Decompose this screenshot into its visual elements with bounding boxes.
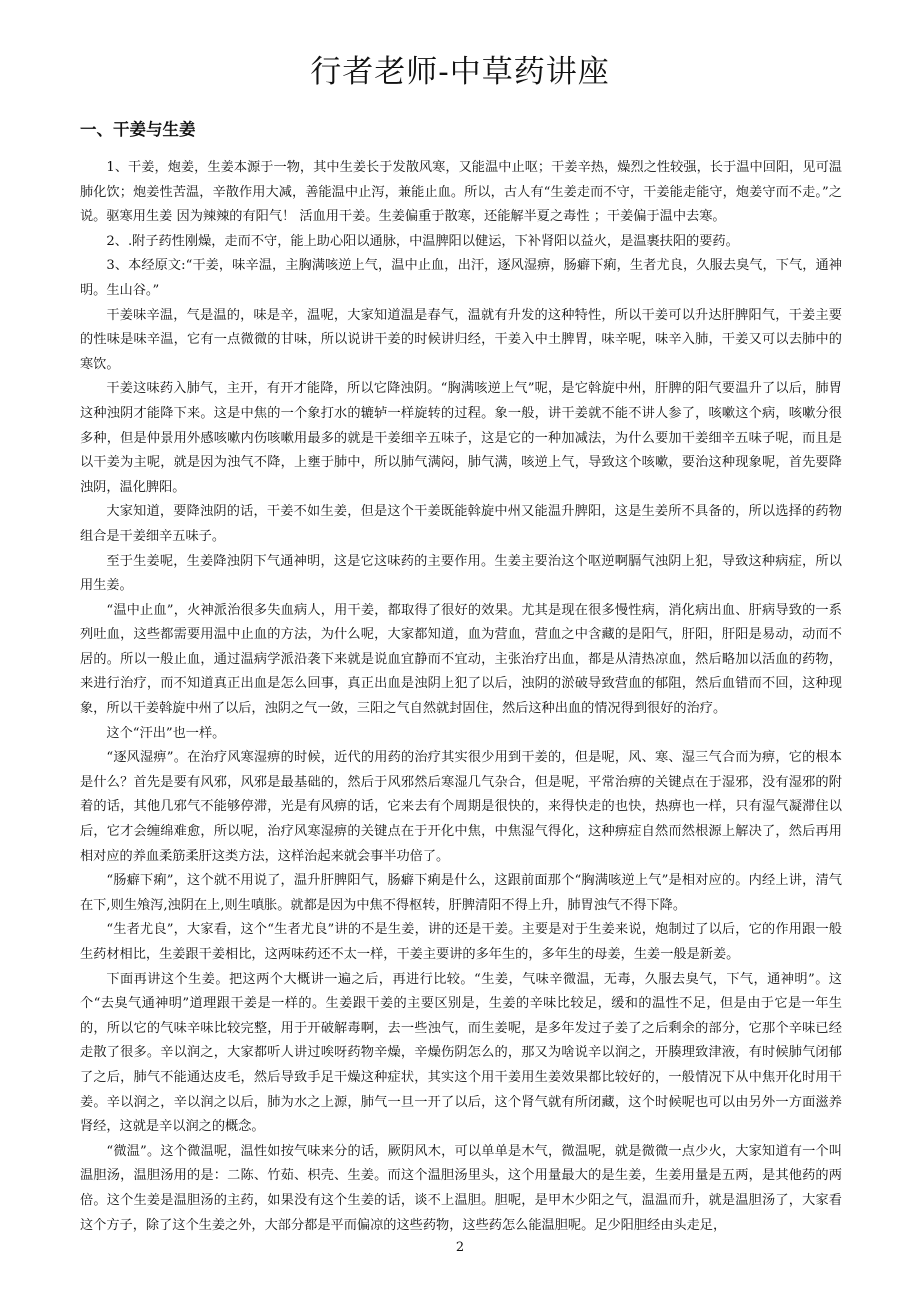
paragraph: 大家知道，要降浊阴的话，干姜不如生姜，但是这个干姜既能斡旋中州又能温升脾阳，这是生姜所不具备的，所以选择的药物组合是干姜细辛五味子。 bbox=[80, 504, 842, 544]
paragraph: “生者尤良”，大家看，这个“生者尤良”讲的不是生姜，讲的还是干姜。主要是对于生姜来说，炮制过了以后，它的作用跟一般生药材相比，生姜跟干姜相比，这两味药还不太一样，干姜主要讲的多年生的，多年生的母姜，生姜一般是新姜。 bbox=[80, 922, 842, 962]
paragraph: 这个“汗出”也一样。 bbox=[106, 725, 226, 741]
section-heading: 一、干姜与生姜 bbox=[80, 120, 196, 139]
paragraph: 至于生姜呢，生姜降浊阴下气通神明，这是它这味药的主要作用。生姜主要治这个呕逆啊膈气浊阴上犯，导致这种病症，所以用生姜。 bbox=[80, 553, 842, 594]
paragraph: 干姜这味药入肺气，主开，有开才能降，所以它降浊阴。“胸满咳逆上气”呢，是它斡旋中州，肝脾的阳气要温升了以后，肺胃这种浊阴才能降下来。这是中焦的一个象打水的辘轳一样旋转的过程。象一般，讲干姜就不能不讲人参了，咳嗽这个病，咳嗽分很多种，但是仲景用外感咳嗽内伤咳嗽用最多的就是干姜细辛五味子，这是它的一种加减法，为什么要加干姜细辛五味子呢，而且是以干姜为主呢，就是因为浊气不降，上壅于肺中，所以肺气满闷，肺气满，咳逆上气，导致这个咳嗽，要治这种现象呢，首先要降浊阴，温化脾阳。 bbox=[80, 381, 842, 495]
body-text bbox=[80, 156, 842, 1238]
paragraph: 下面再讲这个生姜。把这两个大概讲一遍之后，再进行比较。“生姜，气味辛微温，无毒，久服去臭气，下气，通神明”。这个“去臭气通神明”道理跟干姜是一样的。生姜跟干姜的主要区别是，生姜的辛味比较足，缓和的温性不足，但是由于它是一年生的，所以它的气味辛味比较完整，用于开破解毒啊，去一些浊气，而生姜呢，是多年发过子姜了之后剩余的部分，它那个辛味已经走散了很多。辛以润之，大家都听人讲过唉呀药物辛燥，辛燥伤阴怎么的，那又为啥说辛以润之，开腠理致津液，有时候肺气闭郁了之后，肺气不能通达皮毛，然后导致手足干燥这种症状，其实这个用干姜用生姜效果都比较好的，一般情况下从中焦开化时用干姜。辛以润之，辛以润之以后，肺为水之上源，肺气一旦一开了以后，这个肾气就有所闭藏，这个时候呢也可以由另外一方面滋养肾经，这就是辛以润之的概念。 bbox=[80, 971, 842, 1135]
paragraph: 1、干姜，炮姜，生姜本源于一物，其中生姜长于发散风寒，又能温中止呕；干姜辛热，燥烈之性较强，长于温中回阳，见可温肺化饮；炮姜性苦温，辛散作用大减，善能温中止泻，兼能止血。所以，古人有“生姜走而不守，干姜能走能守，炮姜守而不走。”之说。驱寒用生姜 因为辣辣的有阳气！ 活血用干姜。生姜偏重于散寒，还能解半夏之毒性 ；干姜偏于温中去寒。 bbox=[80, 160, 842, 225]
page-number: 2 bbox=[455, 1240, 465, 1255]
paragraph: 3、本经原文:“干姜，味辛温，主胸满咳逆上气，温中止血，出汗，逐风湿痹，肠癖下痢，生者尤良，久服去臭气，下气，通神明。生山谷。” bbox=[80, 258, 842, 298]
paragraph: “逐风湿痹”。在治疗风寒湿痹的时候，近代的用药的治疗其实很少用到干姜的，但是呢，风、寒、湿三气合而为痹，它的根本是什么？首先是要有风邪，风邪是最基础的，然后于风邪然后寒湿几气杂合，但是呢，平常治痹的关键点在于湿邪，没有湿邪的附着的话，其他几邪气不能够停滞，光是有风痹的话，它来去有个周期是很快的，来得快走的也快，热痹也一样，只有湿气凝滞住以后，它才会缠绵难愈，所以呢，治疗风寒湿痹的关键点在于开化中焦，中焦湿气得化，这种痹症自然而然根源上解决了，然后再用相对应的养血柔筋柔肝这类方法，这样治起来就会事半功倍了。 bbox=[80, 750, 842, 864]
paragraph: “温中止血”，火神派治很多失血病人，用干姜，都取得了很好的效果。尤其是现在很多慢性病，消化病出血、肝病导致的一系列吐血，这些都需要用温中止血的方法，为什么呢，大家都知道，血为营血，营血之中含藏的是阳气，肝阳，肝阳是易动，动而不居的。所以一般止血，通过温病学派沿袭下来就是说血宜静而不宜动，主张治疗出血，都是从清热凉血，然后略加以活血的药物，来进行治疗，而不知道真正出血是怎么回事，真正出血是浊阴上犯了以后，浊阴的淤破导致营血的郁阻，然后血错而不回，这种现象，所以干姜斡旋中州了以后，浊阴之气一敛，三阳之气自然就封固住，然后这种出血的情况得到很好的治疗。 bbox=[80, 602, 842, 717]
paragraph: “肠癖下痢”，这个就不用说了，温升肝脾阳气，肠癖下痢是什么，这跟前面那个“胸满咳逆上气”是相对应的。内经上讲，清气在下,则生飧泻,浊阴在上,则生嗔胀。就都是因为中焦不得枢转，肝脾清阳不得上升，肺胃浊气不得下降。 bbox=[80, 873, 842, 913]
paragraph: 干姜味辛温，气是温的，味是辛，温呢，大家知道温是春气，温就有升发的这种特性，所以干姜可以升达肝脾阳气，干姜主要的性味是味辛温，它有一点微微的甘味，所以说讲干姜的时候讲归经，干姜入中土脾胃，味辛呢，味辛入肺，干姜又可以去肺中的寒饮。 bbox=[80, 307, 842, 372]
paragraph: “微温”。这个微温呢，温性如按气味来分的话，厥阴风木，可以单单是木气，微温呢，就是微微一点少火，大家知道有一个叫温胆汤，温胆汤用的是：二陈、竹茹、枳壳、生姜。而这个温胆汤里头，这个用量最大的是生姜，生姜用量是五两，是其他药的两倍。这个生姜是温胆汤的主药，如果没有这个生姜的话，谈不上温胆。胆呢，是甲木少阳之气，温温而升，就是温胆汤了，大家看这个方子，除了这个生姜之外，大部分都是平而偏凉的这些药物，这些药怎么能温胆呢。足少阳胆经由头走足， bbox=[80, 1143, 842, 1233]
document-title: 行者老师-中草药讲座 bbox=[310, 54, 610, 90]
paragraph: 2、.附子药性刚燥，走而不守，能上助心阳以通脉，中温脾阳以健运，下补肾阳以益火，是温裹扶阳的要药。 bbox=[106, 233, 739, 249]
